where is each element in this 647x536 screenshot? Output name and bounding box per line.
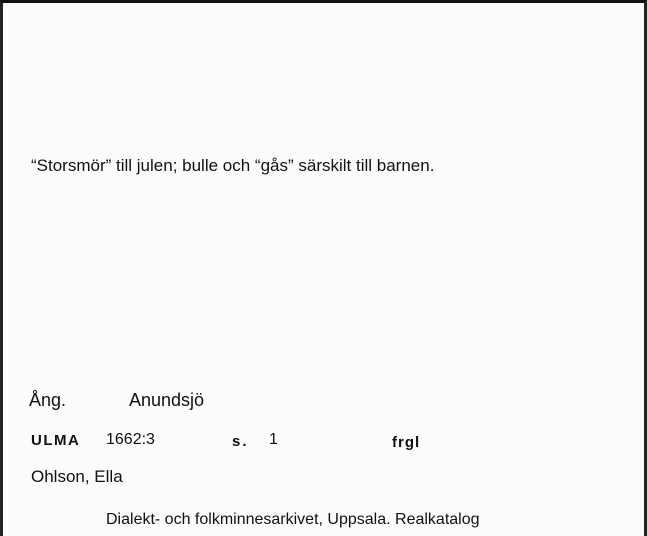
page-label: s. xyxy=(232,433,249,450)
archive-number: 1662:3 xyxy=(106,431,155,448)
category-code: frgl xyxy=(392,434,421,451)
card-note-text: “Storsmör” till julen; bulle och “gås” särskilt till barnen. xyxy=(31,156,435,175)
archive-footer: Dialekt- och folkminnesarkivet, Uppsala. Realkatalog xyxy=(106,511,480,528)
place-value: Anundsjö xyxy=(129,390,205,410)
author-name: Ohlson, Ella xyxy=(31,467,123,486)
place-label: Ång. xyxy=(29,390,67,410)
archive-code: ULMA xyxy=(31,432,81,449)
page-number: 1 xyxy=(269,431,278,448)
